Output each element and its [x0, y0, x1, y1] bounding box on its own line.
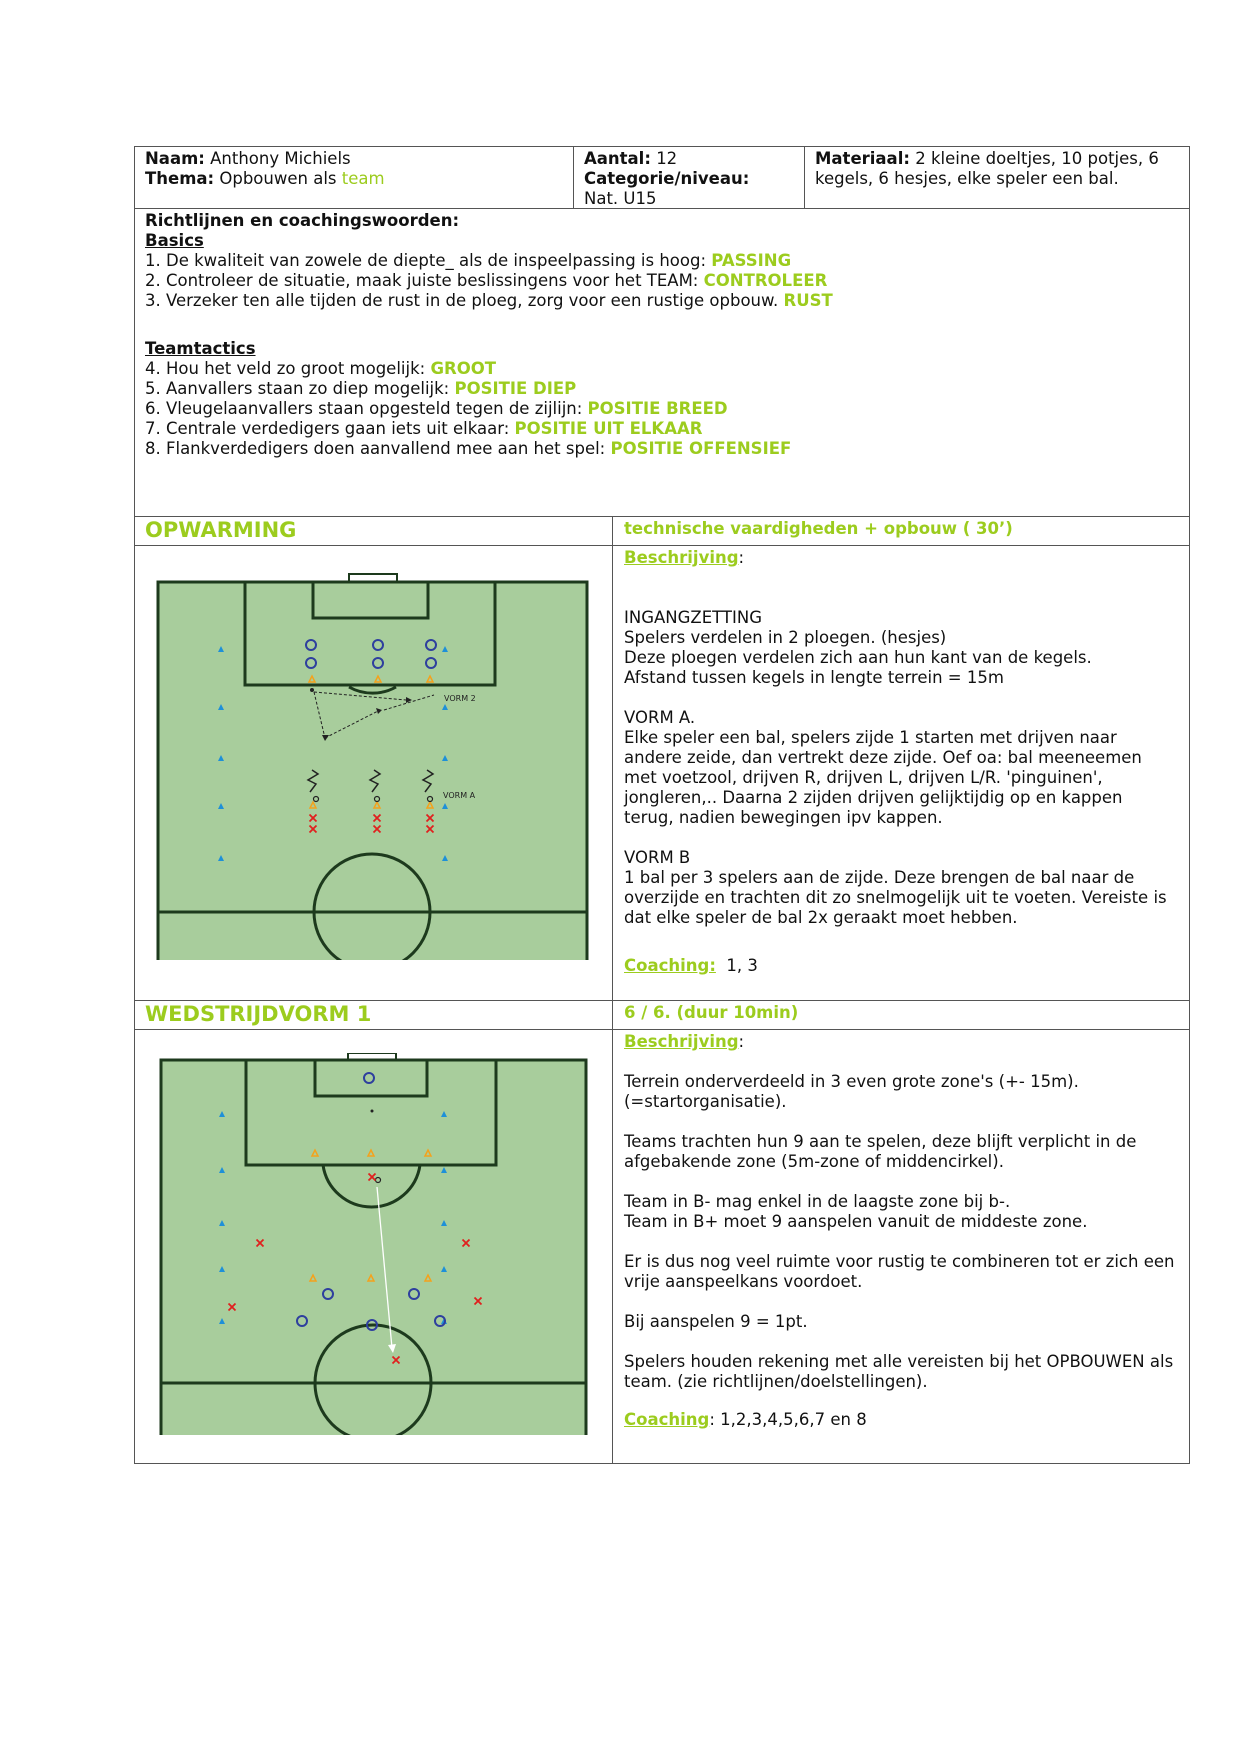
- warmup-line: overzijde en trachten dit zo snelmogelijk uit te voeten. Vereiste is: [624, 888, 1167, 907]
- material-label: Materiaal:: [815, 149, 910, 168]
- tactics-item: [145, 379, 833, 399]
- warmup-description: [624, 548, 1184, 976]
- match-line: Terrein onderverdeeld in 3 even grote zone's (+- 15m).: [624, 1072, 1079, 1091]
- warmup-field-diagram: [144, 570, 592, 960]
- warmup-paragraph: [624, 708, 1184, 828]
- match-line: (=startorganisatie).: [624, 1092, 787, 1111]
- guidelines: [145, 211, 833, 459]
- tactics-item-text: 4. Hou het veld zo groot mogelijk:: [145, 359, 431, 378]
- warmup-line: Spelers verdelen in 2 ploegen. (hesjes): [624, 628, 947, 647]
- warmup-coaching-value: 1, 3: [726, 956, 758, 975]
- match-field-diagram: [148, 1053, 592, 1435]
- warmup-line: met voetzool, drijven R, drijven L, drijven L/R. 'pinguinen',: [624, 768, 1103, 787]
- header-name-cell: [145, 149, 385, 189]
- match-paragraph: [624, 1072, 1184, 1112]
- header-count-cell: [584, 149, 749, 209]
- match-line: Teams trachten hun 9 aan te spelen, deze blijft verplicht in de: [624, 1132, 1137, 1151]
- count-value: 12: [656, 149, 678, 168]
- tactics-item-keyword: POSITIE UIT ELKAAR: [514, 419, 703, 438]
- tactics-item-keyword: POSITIE DIEP: [454, 379, 577, 398]
- warmup-title: OPWARMING: [145, 518, 297, 542]
- tactics-item: [145, 439, 833, 459]
- match-coaching-value: 1,2,3,4,5,6,7 en 8: [720, 1410, 867, 1429]
- tactics-title: Teamtactics: [145, 339, 256, 358]
- match-paragraph: [624, 1252, 1184, 1292]
- warmup-line: terug, nadien bewegingen ipv kappen.: [624, 808, 943, 827]
- basics-item-text: 1. De kwaliteit van zowele de diepte_ als de inspeelpassing is hoog:: [145, 251, 712, 270]
- vorma-label: VORM A: [443, 791, 476, 800]
- name-value: Anthony Michiels: [210, 149, 351, 168]
- warmup-desc-label: Beschrijving: [624, 548, 739, 567]
- match-line: team. (zie richtlijnen/doelstellingen).: [624, 1372, 928, 1391]
- theme-label: Thema:: [145, 169, 215, 188]
- warmup-paragraph: [624, 848, 1184, 928]
- category-value: Nat. U15: [584, 189, 657, 208]
- warmup-line: jongleren,.. Daarna 2 zijden drijven gelijktijdig op en kappen: [624, 788, 1123, 807]
- match-line: vrije aanspeelkans voordoet.: [624, 1272, 863, 1291]
- warmup-paragraphs: [624, 608, 1184, 928]
- warmup-coaching-label: Coaching:: [624, 956, 716, 975]
- warmup-line: VORM A.: [624, 708, 696, 727]
- theme-value: Opbouwen als: [219, 169, 337, 188]
- warmup-line: Afstand tussen kegels in lengte terrein = 15m: [624, 668, 1004, 687]
- match-paragraph: [624, 1352, 1184, 1392]
- material-value: 2 kleine doeltjes, 10 potjes, 6 kegels, 6 hesjes, elke speler een bal.: [815, 149, 1159, 188]
- match-title: WEDSTRIJDVORM 1: [145, 1002, 372, 1026]
- guidelines-title: Richtlijnen en coachingswoorden:: [145, 211, 460, 230]
- tactics-item-text: 6. Vleugelaanvallers staan opgesteld tegen de zijlijn:: [145, 399, 588, 418]
- match-line: Er is dus nog veel ruimte voor rustig te combineren tot er zich een: [624, 1252, 1175, 1271]
- warmup-line: Deze ploegen verdelen zich aan hun kant van de kegels.: [624, 648, 1092, 667]
- match-paragraph: [624, 1192, 1184, 1232]
- basics-item-keyword: RUST: [783, 291, 833, 310]
- match-paragraph: [624, 1312, 1184, 1332]
- warmup-grass: [157, 582, 587, 960]
- match-desc-colon: :: [738, 1032, 745, 1051]
- tactics-item: [145, 359, 833, 379]
- tactics-item-keyword: POSITIE OFFENSIEF: [610, 439, 792, 458]
- match-paragraphs: [624, 1072, 1184, 1392]
- warmup-paragraph: [624, 608, 1184, 688]
- warmup-line: andere zeide, dan vertrekt deze zijde. Oef oa: bal meeneemen: [624, 748, 1142, 767]
- tactics-item-text: 8. Flankverdedigers doen aanvallend mee aan het spel:: [145, 439, 611, 458]
- basics-item-keyword: PASSING: [711, 251, 792, 270]
- basics-item-text: 3. Verzeker ten alle tijden de rust in de ploeg, zorg voor een rustige opbouw.: [145, 291, 784, 310]
- tactics-item: [145, 399, 833, 419]
- tactics-item-keyword: POSITIE BREED: [587, 399, 728, 418]
- warmup-line: dat elke speler de bal 2x geraakt moet hebben.: [624, 908, 1018, 927]
- basics-title: Basics: [145, 231, 204, 250]
- name-label: Naam:: [145, 149, 205, 168]
- warmup-line: Elke speler een bal, spelers zijde 1 starten met drijven naar: [624, 728, 1117, 747]
- match-description: [624, 1032, 1184, 1430]
- basics-item-text: 2. Controleer de situatie, maak juiste beslissingens voor het TEAM:: [145, 271, 704, 290]
- match-coaching-colon: :: [709, 1410, 715, 1429]
- tactics-item: [145, 419, 833, 439]
- warmup-subtitle: technische vaardigheden + opbouw ( 30’): [624, 519, 1013, 538]
- count-label: Aantal:: [584, 149, 651, 168]
- basics-item: [145, 271, 833, 291]
- warmup-line: VORM B: [624, 848, 691, 867]
- match-line: Spelers houden rekening met alle vereisten bij het OPBOUWEN als: [624, 1352, 1174, 1371]
- match-paragraph: [624, 1132, 1184, 1172]
- warmup-line: INGANGZETTING: [624, 608, 763, 627]
- warmup-desc-colon: :: [738, 548, 745, 567]
- tactics-item-text: 5. Aanvallers staan zo diep mogelijk:: [145, 379, 455, 398]
- match-line: Team in B+ moet 9 aanspelen vanuit de middeste zone.: [624, 1212, 1088, 1231]
- match-subtitle: 6 / 6. (duur 10min): [624, 1003, 799, 1022]
- warmup-line: 1 bal per 3 spelers aan de zijde. Deze brengen de bal naar de: [624, 868, 1135, 887]
- basics-item: [145, 251, 833, 271]
- tactics-item-keyword: GROOT: [430, 359, 497, 378]
- match-desc-label: Beschrijving: [624, 1032, 739, 1051]
- tactics-list: [145, 359, 833, 459]
- match-line: Bij aanspelen 9 = 1pt.: [624, 1312, 808, 1331]
- match-coaching-label: Coaching: [624, 1410, 710, 1429]
- vorm2-label: VORM 2: [444, 694, 476, 703]
- basics-list: [145, 251, 833, 311]
- theme-highlight: team: [341, 169, 385, 188]
- tactics-item-text: 7. Centrale verdedigers gaan iets uit elkaar:: [145, 419, 515, 438]
- basics-item: [145, 291, 833, 311]
- category-label: Categorie/niveau:: [584, 169, 750, 188]
- match-line: afgebakende zone (5m-zone of middencirkel).: [624, 1152, 1004, 1171]
- match-line: Team in B- mag enkel in de laagste zone bij b-.: [624, 1192, 1011, 1211]
- header-material-cell: [815, 149, 1187, 189]
- basics-item-keyword: CONTROLEER: [703, 271, 828, 290]
